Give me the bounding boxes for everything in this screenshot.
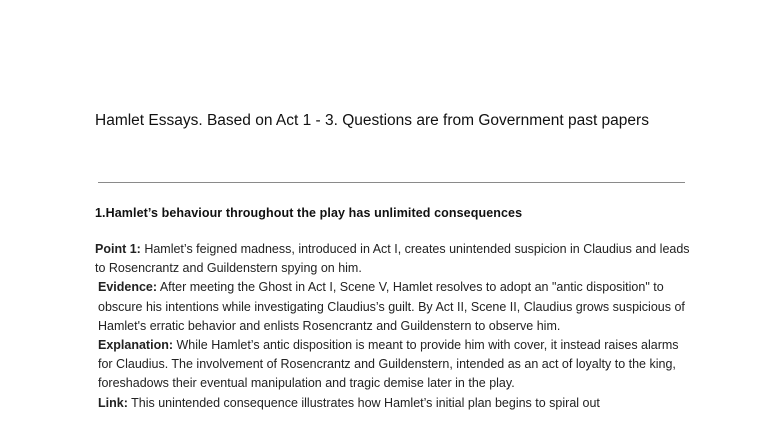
explanation-label: Explanation: (98, 338, 174, 353)
evidence-text: After meeting the Ghost in Act I, Scene V, Hamlet resolves to adopt an "antic disposition" to obscure his intentions while investigating Claudius’s guilt. By Act II, Scene II, Claudius grows suspicious of Hamlet's erratic behavior and enlists Rosencrantz and Guildenstern to observe him. (98, 280, 685, 333)
horizontal-divider (98, 182, 685, 183)
evidence-label: Evidence: (98, 280, 158, 295)
explanation-text: While Hamlet’s antic disposition is meant to provide him with cover, it instead raises alarms for Claudius. The involvement of Rosencrantz and Guildenstern, intended as an act of loyalty to the king, foreshadows their eventual manipulation and tragic demise later in the play. (98, 338, 679, 391)
link-label: Link: (98, 395, 128, 410)
evidence-paragraph (95, 278, 695, 336)
essay-body (95, 240, 695, 413)
link-paragraph (95, 394, 695, 413)
link-text: This unintended consequence illustrates how Hamlet’s initial plan begins to spiral out (127, 395, 600, 410)
essay-question: 1.Hamlet’s behaviour throughout the play has unlimited consequences (95, 206, 523, 220)
point-text: Hamlet’s feigned madness, introduced in Act I, creates unintended suspicion in Claudius and leads to Rosencrantz and Guildenstern spying on him. (95, 242, 690, 276)
point-label: Point 1: (95, 242, 141, 256)
point-paragraph (95, 240, 695, 278)
explanation-paragraph (95, 336, 695, 394)
document-title: Hamlet Essays. Based on Act 1 - 3. Questions are from Government past papers (95, 112, 649, 129)
